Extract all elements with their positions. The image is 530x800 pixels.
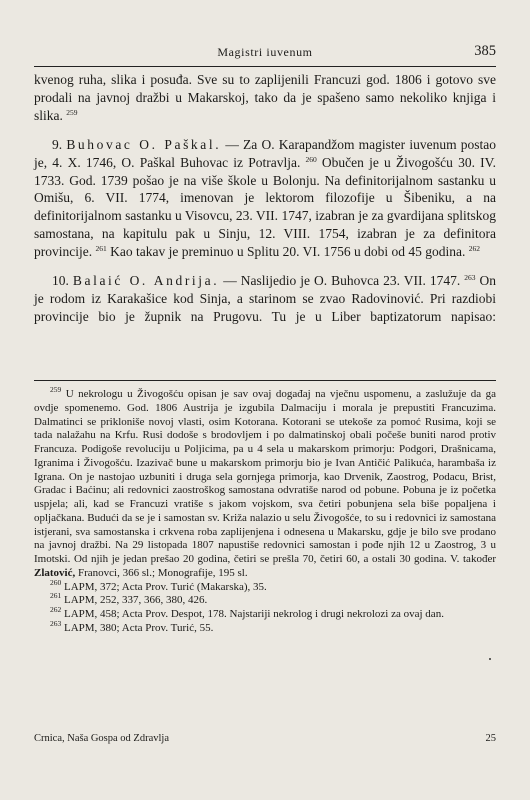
footnote-ref: 263 xyxy=(464,273,476,283)
footnote-ref: 260 xyxy=(305,154,317,164)
paragraph-text: — Za O. Karapandžom magister iuvenum postao je, 4. X. 1746, O. Paškal Buhovac iz Potravlja. xyxy=(34,136,496,170)
footnote-ref: 261 xyxy=(95,244,107,254)
footnote-number: 261 xyxy=(50,591,62,601)
paragraph-text: Obučen je u Živogošću 30. IV. 1733. God. 1739 pošao je na više škole u Bolonju. Na definitorijalnom sastanku u Omišu, 6. VII. 1774, imenovan je lektorom filozofije u Šibeniku, a na definitorijalnom sastanku u Visovcu, 23. VII. 1747, izabran je za gvardijana splitskog samostana, na kapitulu pak u Sinju, 12. VIII. 1754, izabran je za definitora provincije. xyxy=(34,154,496,260)
entry-name: Buhovac O. Paškal. xyxy=(66,136,222,152)
footnote-rule xyxy=(34,380,496,381)
page-number: 385 xyxy=(474,43,496,59)
footnotes xyxy=(34,385,496,636)
paragraph-buhovac xyxy=(34,136,496,261)
footnote-259 xyxy=(34,385,496,581)
paragraph-continuation xyxy=(34,71,496,125)
footnote-number: 263 xyxy=(50,618,62,628)
signature-title: Crnica, Naša Gospa od Zdravlja xyxy=(34,733,169,744)
footnote-text: LAPM, 252, 337, 366, 380, 426. xyxy=(64,594,208,607)
paragraph-text: — Naslijedio je O. Buhovca 23. VII. 1747. xyxy=(219,273,461,289)
entry-name: Balaić O. Andrija. xyxy=(72,273,220,289)
footnote-261 xyxy=(34,591,496,608)
footnote-ref: 262 xyxy=(468,244,480,254)
paragraph-text: Kao takav je preminuo u Splitu 20. VI. 1756 u dobi od 45 godina. xyxy=(106,244,466,260)
footnote-text: LAPM, 458; Acta Prov. Despot, 178. Najstariji nekrolog i drugi nekrolozi za ovaj dan. xyxy=(64,608,444,620)
print-speck xyxy=(489,658,491,660)
entry-number: 10. xyxy=(52,273,69,289)
footnote-number: 259 xyxy=(50,385,62,394)
paragraph-balaic xyxy=(34,272,496,326)
main-text xyxy=(34,71,496,326)
paragraph-text: On je rodom iz Karakašice kod Sinja, a starinom se zvao Radovinović. Pri razdiobi provincije bio je župnik na Prugovu. Tu je u Liber baptizatorum napisao: xyxy=(34,273,497,324)
footnote-text: LAPM, 372; Acta Prov. Turić (Makarska), 35. xyxy=(64,580,267,593)
footnote-260 xyxy=(34,577,496,595)
footnote-262 xyxy=(34,605,496,622)
running-head-title: Magistri iuvenum xyxy=(217,45,313,59)
footnote-263 xyxy=(34,618,496,636)
footnote-number: 262 xyxy=(50,605,62,614)
entry-number: 9. xyxy=(52,136,63,152)
signature-number: 25 xyxy=(485,733,496,744)
footnote-number: 260 xyxy=(50,577,62,587)
footnote-text: U nekrologu u Živogošću opisan je sav ovaj događaj na vječnu uspomenu, a zaslužuje da ga ovdje spomenemo. God. 1806 Austrija je izgubila Dalmaciju i morala je prepustiti Francuzima. Dalmatinci se prikloniše novoj vlasti, osim Kotorana. Kotorani se utekoše za pomoć Rusima, koji se tada nalažahu na Krfu. Rusi dodoše s brodovljem i po dalmatinskoj obali počeše buniti narod protiv Francuza. Podigoše revoluciju u Poljicima, pa u 4 sela u makarskom primorju: Podgori, Drašnicama, Igranima i Živogošću. Izazivač bune u makarskom primorju bio je Ivan Antičić Palikuća, harambaša iz Igrana. On je nastojao uzbuniti i druga sela gornjega primorja, kao Drvenik, Zaostrog, Podacu, Brist, Gradac i Baćinu; ali redovnici zaostroškog samostana odvratiše narod od pobune. Pobuna je iz početka uspjela; ali, kad se Francuzi vratiše s jakom vojskom, sva četiri pobunjena sela biše popaljena i opljačkana. Budući da se je i samostan sv. Križa nalazio u selu Živogošće, to su i redovnici iz samostana istjerani, sva samostanska i crkvena roba zaplijenjena i odnesena u Makarsku, gdje je bilo sve prodano na javnoj dražbi. Na 29 listopada 1807 napustiše redovnici samostan i pođe njih 12 u Zaostrog, 3 u Imotski. Od njih je jedan prešao 20 godina, četiri se prešla 70, četiri 60, a ostali 30 godina. V. također xyxy=(34,388,496,565)
footnote-text: LAPM, 380; Acta Prov. Turić, 55. xyxy=(64,621,214,634)
header-rule xyxy=(34,66,496,67)
footnote-author: Zlatović, xyxy=(34,566,76,579)
paragraph-text: kvenog ruha, slika i posuđa. Sve su to zaplijenili Francuzi god. 1806 i gotovo sve prodali na javnoj dražbi u Makarskoj, tako da je spašeno samo nekoliko knjiga i slika. xyxy=(34,72,496,123)
footnote-text: Franovci, 366 sl.; Monografije, 195 sl. xyxy=(75,566,248,579)
footnote-ref: 259 xyxy=(66,107,78,117)
